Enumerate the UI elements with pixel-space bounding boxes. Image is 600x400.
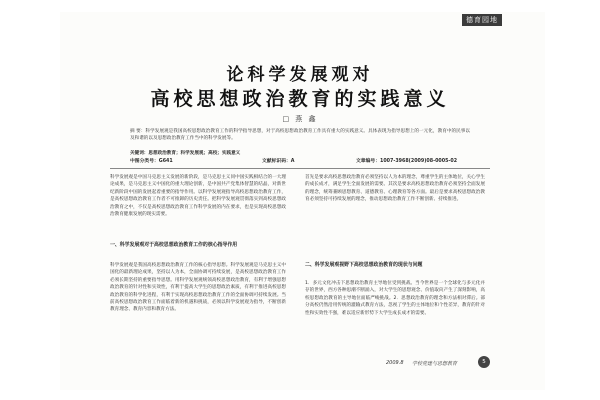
class-number: 中图分类号：G641	[130, 159, 173, 164]
section-heading-2: 二、科学发展观视野下高校思想政治教育的现状与问题	[305, 262, 423, 268]
article-title-line1: 论科学发展观对	[226, 65, 374, 85]
page-number: 5	[478, 356, 490, 368]
header-rule	[110, 168, 490, 169]
author-line: □ 燕 鑫	[282, 115, 318, 123]
column-tag: 德育园地	[462, 14, 502, 26]
footer-issue: 2009.8	[386, 360, 404, 366]
right-column-body: 1．多元文化冲击下思想政治教育主导地位受到挑战。当今世界是一个全球化与多元化并存的世界，西方各种思潮不断涌入，对大学生的思想观念、价值取向产生了深刻影响，高校思想政治教育的主导地位面临严峻挑战。2．思想政治教育的理念和方法相对滞后。部分高校仍然沿用传统的灌输式教育方法，忽视了学生的主体地位和个性差异，教育的针对性和实效性不强，难以适应新形势下大学生成长成才的需要。	[305, 281, 485, 316]
left-column-body: 科学发展观是我国高校思想政治教育工作的核心指导思想。科学发展观是马克思主义中国化的最新理论成果，坚持以人为本，全面协调可持续发展，是高校思想政治教育工作必须长期坚持的重要指导思想。用科学发展观统领高校思想政治教育，有利于增强思想政治教育的针对性和实效性，有利于提高大学生的思想政治素质，有利于推进高校思想政治教育的科学化进程，有利于实现高校思想政治教育工作的全面协调可持续发展。当前高校思想政治教育工作面临着新的机遇和挑战，必须以科学发展观为指导，不断创新教育理念、教育内容和教育方法。	[110, 263, 286, 313]
footer-journal: 学校党建与思想教育	[412, 361, 458, 367]
document-code: 文献标识码：A	[262, 159, 295, 164]
keywords: 关键词：思想政治教育；科学发展观；高校；实践意义	[130, 151, 241, 156]
left-column-intro: 科学发展观是中国马克思主义发展的新阶段，是马克思主义同中国实践相结合的一大理论成果，是马克思主义中国化的重大理论创新，是中国共产党集体智慧的结晶，对新世纪新阶段中国的发展起着重要的指导作用。以科学发展观指导高校思想政治教育工作，是高校思想政治教育工作者不可推卸的历史责任。把科学发展观贯彻落实到高校思想政治教育之中，不仅是高校思想政治教育工作科学发展的内在要求，也是实现高校思想政治教育健康发展的现实需要。	[110, 175, 286, 218]
right-column-intro: 首先是要求高校思想政治教育必须坚持以人为本的理念，尊重学生的主体地位，关心学生的成长成才，满足学生全面发展的需要。其次是要求高校思想政治教育必须坚持全面发展的理念，统筹兼顾思想教育、道德教育、心理教育等各方面。最后是要求高校思想政治教育必须坚持可持续发展的理念，推动思想政治教育工作不断创新、持续推进。	[305, 175, 485, 203]
section-heading-1: 一、科学发展观对于高校思想政治教育工作的核心指导作用	[110, 242, 238, 248]
article-title-line2: 高校思想政治教育的实践意义	[150, 88, 450, 110]
abstract: 摘 要：科学发展观是我国高校思想政治教育工作的科学指导思想，对于高校思想政治教育工作具有重大的实践意义。具体表现为指导思想上的一元化，教育中的民事以及和谐的以及思想政治教育工作当中的科学发展等。	[130, 129, 470, 142]
article-number: 文章编号：1007-3968(2009)08-0005-02	[356, 159, 458, 164]
